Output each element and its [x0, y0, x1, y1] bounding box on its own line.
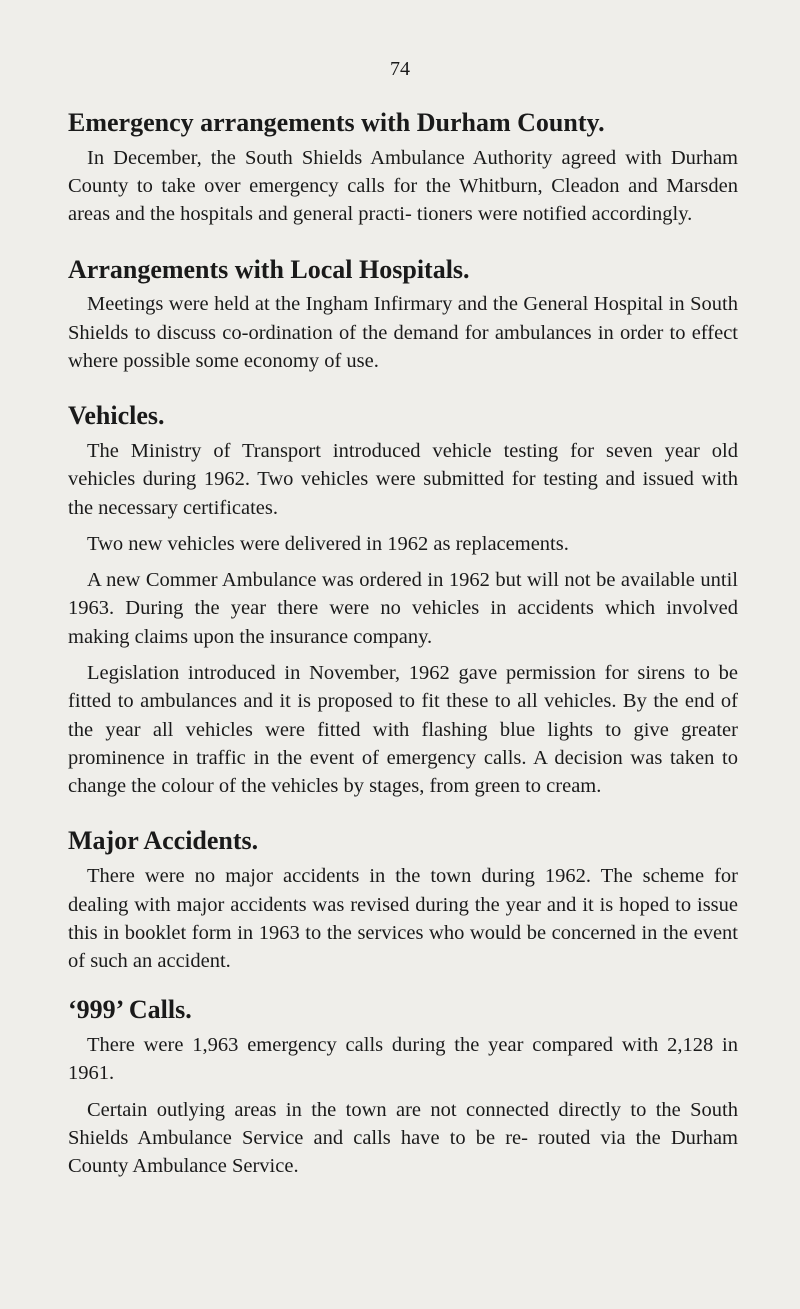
section-local-hospitals	[68, 253, 738, 376]
paragraph: There were no major accidents in the town during 1962. The scheme for dealing with major accidents was revised during the year and it is hoped to issue this in booklet form in 1963 to the services who would be concerned in the event of such an accident.	[68, 865, 738, 973]
section-vehicles	[68, 399, 738, 800]
page-number: 74	[390, 58, 410, 80]
section-durham-county	[68, 106, 738, 229]
paragraph: In December, the South Shields Ambulance Authority agreed with Durham County to take over emergency calls for the Whitburn, Cleadon and Marsden areas and the hospitals and general practi- tioners were notified accordingly.	[68, 146, 738, 226]
section-major-accidents	[68, 824, 738, 975]
page-content	[68, 106, 738, 1205]
section-heading: ‘999’ Calls.	[68, 995, 192, 1025]
paragraph: Legislation introduced in November, 1962 gave permission for sirens to be fitted to ambulances and it is proposed to fit these to all vehicles. By the end of the year all vehicles were fitted with flashing blue lights to give greater prominence in traffic in the event of emergency calls. A decision was taken to change the colour of the vehicles by stages, from green to cream.	[68, 662, 738, 798]
section-heading: Arrangements with Local Hospitals.	[68, 254, 470, 284]
section-heading: Vehicles.	[68, 401, 165, 431]
section-999-calls	[68, 993, 738, 1180]
paragraph: A new Commer Ambulance was ordered in 1962 but will not be available until 1963. During the year there were no vehicles in accidents which involved making claims upon the insurance company.	[68, 569, 738, 648]
section-heading: Major Accidents.	[68, 826, 259, 856]
paragraph: Certain outlying areas in the town are not connected directly to the South Shields Ambulance Service and calls have to be re- routed via the Durham County Ambulance Service.	[68, 1098, 738, 1178]
section-heading: Emergency arrangements with Durham County.	[68, 108, 605, 137]
paragraph: Meetings were held at the Ingham Infirmary and the General Hospital in South Shields to discuss co-ordination of the demand for ambulances in order to effect where possible some economy of use.	[68, 293, 738, 372]
paragraph: There were 1,963 emergency calls during the year compared with 2,128 in 1961.	[68, 1034, 738, 1085]
paragraph: The Ministry of Transport introduced vehicle testing for seven year old vehicles during 1962. Two vehicles were submitted for testing and issued with the necessary certificates.	[68, 440, 738, 519]
paragraph: Two new vehicles were delivered in 1962 as replacements.	[87, 532, 569, 555]
